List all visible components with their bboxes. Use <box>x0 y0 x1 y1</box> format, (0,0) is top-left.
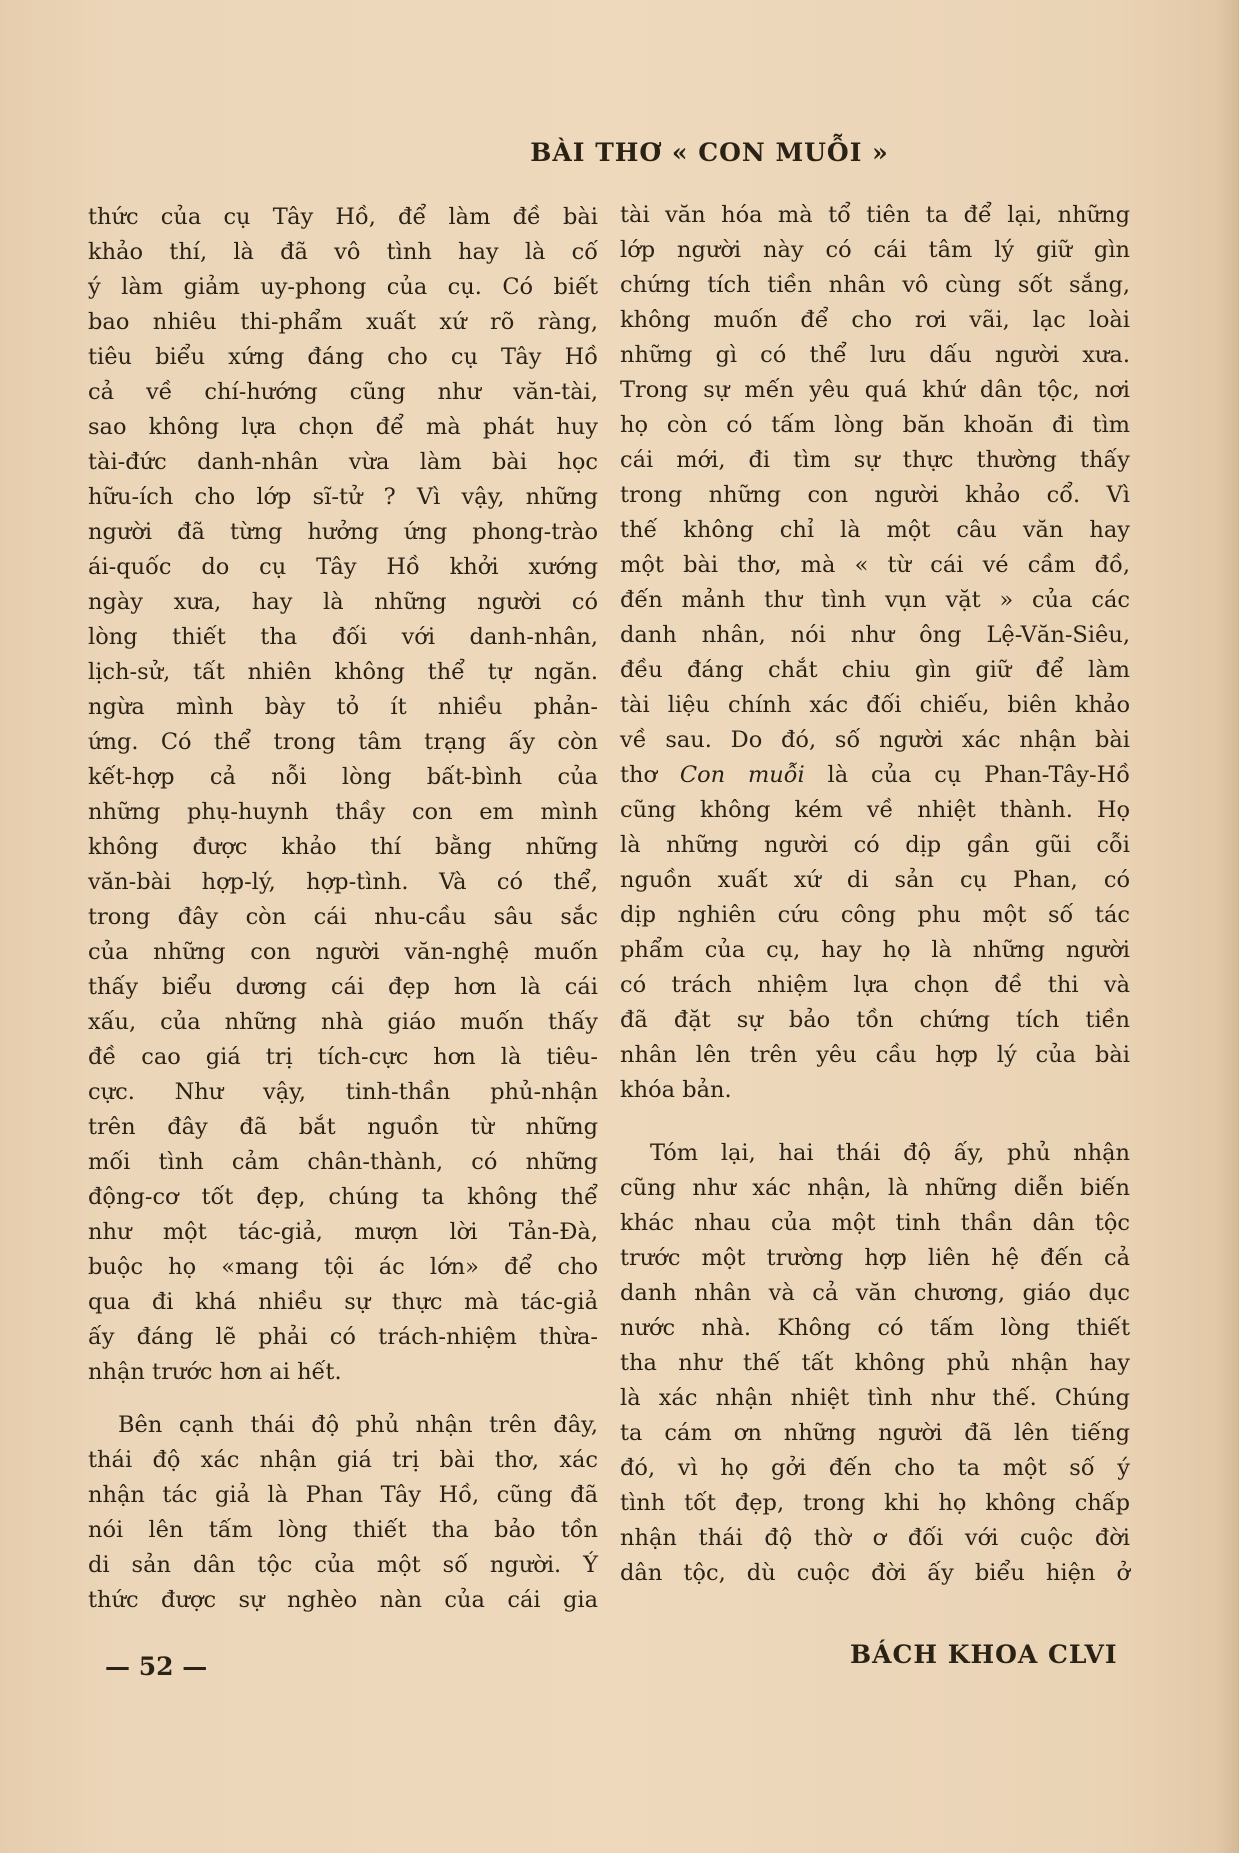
text-line: danh nhân, nói như ông Lệ-Văn-Siêu, <box>620 622 1130 648</box>
text-line: cũng như xác nhận, là những diễn biến <box>620 1175 1130 1201</box>
text-line: tài văn hóa mà tổ tiên ta để lại, những <box>620 202 1130 228</box>
text-line: họ còn có tấm lòng băn khoăn đi tìm <box>620 412 1130 438</box>
text-line: không muốn để cho rơi vãi, lạc loài <box>620 307 1130 333</box>
text-line: nói lên tấm lòng thiết tha bảo tồn <box>88 1517 598 1543</box>
text-line: ngừa mình bày tỏ ít nhiều phản- <box>88 694 598 720</box>
page-number: — 52 — <box>105 1652 208 1681</box>
left-column <box>88 200 598 1618</box>
text-line: những phụ-huynh thầy con em mình <box>88 799 598 825</box>
text-line: khác nhau của một tinh thần dân tộc <box>620 1210 1130 1236</box>
text-line: mối tình cảm chân-thành, có những <box>88 1149 598 1175</box>
text-line: nước nhà. Không có tấm lòng thiết <box>620 1315 1130 1341</box>
right-column <box>620 198 1130 1591</box>
text-line: lòng thiết tha đối với danh-nhân, <box>88 624 598 650</box>
page-edge-shadow <box>1217 0 1239 1853</box>
text-line: dịp nghiên cứu công phu một số tác <box>620 902 1130 928</box>
text-line: đã đặt sự bảo tồn chứng tích tiền <box>620 1007 1130 1033</box>
text-line: đề cao giá trị tích-cực hơn là tiêu- <box>88 1044 598 1070</box>
text-line: Tóm lại, hai thái độ ấy, phủ nhận <box>650 1140 1130 1166</box>
text-fragment: là của cụ Phan-Tây-Hồ <box>804 762 1130 788</box>
text-line: xấu, của những nhà giáo muốn thấy <box>88 1009 598 1035</box>
text-line: không được khảo thí bằng những <box>88 834 598 860</box>
text-line: văn-bài hợp-lý, hợp-tình. Và có thể, <box>88 869 598 895</box>
text-line: tài liệu chính xác đối chiếu, biên khảo <box>620 692 1130 718</box>
right-paragraph-1 <box>620 198 1130 1108</box>
text-line: có trách nhiệm lựa chọn đề thi và <box>620 972 1130 998</box>
text-line: một bài thơ, mà « từ cái vé cầm đồ, <box>620 552 1130 578</box>
text-line: ý làm giảm uy-phong của cụ. Có biết <box>88 274 598 300</box>
text-fragment: thơ <box>620 762 680 788</box>
text-line: ta cám ơn những người đã lên tiếng <box>620 1420 1130 1446</box>
text-line: khóa bản. <box>620 1077 732 1103</box>
text-line-with-title <box>620 758 1130 793</box>
text-line: sao không lựa chọn để mà phát huy <box>88 414 598 440</box>
publication-name: BÁCH KHOA CLVI <box>850 1640 1118 1669</box>
text-line: thái độ xác nhận giá trị bài thơ, xác <box>88 1447 598 1473</box>
text-line: đều đáng chắt chiu gìn giữ để làm <box>620 657 1130 683</box>
text-line: buộc họ «mang tội ác lớn» để cho <box>88 1254 598 1280</box>
text-line: di sản dân tộc của một số người. Ý <box>88 1552 598 1578</box>
text-line: như một tác-giả, mượn lời Tản-Đà, <box>88 1219 598 1245</box>
text-line: người đã từng hưởng ứng phong-trào <box>88 519 598 545</box>
text-line: cả về chí-hướng cũng như văn-tài, <box>88 379 598 405</box>
text-line: ái-quốc do cụ Tây Hồ khởi xướng <box>88 554 598 580</box>
text-line: trước một trường hợp liên hệ đến cả <box>620 1245 1130 1271</box>
text-line: nhận trước hơn ai hết. <box>88 1359 342 1385</box>
text-line: phẩm của cụ, hay họ là những người <box>620 937 1130 963</box>
text-line: khảo thí, là đã vô tình hay là cố <box>88 239 598 265</box>
text-line: động-cơ tốt đẹp, chúng ta không thể <box>88 1184 598 1210</box>
text-line: cái mới, đi tìm sự thực thường thấy <box>620 447 1130 473</box>
text-line: là xác nhận nhiệt tình như thế. Chúng <box>620 1385 1130 1411</box>
text-line: tiêu biểu xứng đáng cho cụ Tây Hồ <box>88 344 598 370</box>
text-line: bao nhiêu thi-phẩm xuất xứ rõ ràng, <box>88 309 598 335</box>
text-line: là những người có dịp gần gũi cỗi <box>620 832 1130 858</box>
text-line: ấy đáng lẽ phải có trách-nhiệm thừa- <box>88 1324 598 1350</box>
text-line: Bên cạnh thái độ phủ nhận trên đây, <box>118 1412 598 1438</box>
text-line: qua đi khá nhiều sự thực mà tác-giả <box>88 1289 598 1315</box>
text-line: dân tộc, dù cuộc đời ấy biểu hiện ở <box>620 1560 1130 1586</box>
text-line: tình tốt đẹp, trong khi họ không chấp <box>620 1490 1130 1516</box>
text-line: nguồn xuất xứ di sản cụ Phan, có <box>620 867 1130 893</box>
text-line: thức của cụ Tây Hồ, để làm đề bài <box>88 204 598 230</box>
right-paragraph-2 <box>620 1136 1130 1591</box>
text-line: Trong sự mến yêu quá khứ dân tộc, nơi <box>620 377 1130 403</box>
text-line: chứng tích tiền nhân vô cùng sốt sắng, <box>620 272 1130 298</box>
text-line: về sau. Do đó, số người xác nhận bài <box>620 727 1130 753</box>
text-line: cũng không kém về nhiệt thành. Họ <box>620 797 1130 823</box>
text-line: thức được sự nghèo nàn của cái gia <box>88 1587 598 1613</box>
poem-title: Con muỗi <box>679 762 805 788</box>
text-line: trên đây đã bắt nguồn từ những <box>88 1114 598 1140</box>
text-line: tài-đức danh-nhân vừa làm bài học <box>88 449 598 475</box>
text-line: tha như thế tất không phủ nhận hay <box>620 1350 1130 1376</box>
running-head: BÀI THƠ « CON MUỖI » <box>530 138 889 167</box>
text-line: trong đây còn cái nhu-cầu sâu sắc <box>88 904 598 930</box>
left-paragraph-1 <box>88 200 598 1390</box>
text-line: cực. Như vậy, tinh-thần phủ-nhận <box>88 1079 598 1105</box>
text-line: nhận tác giả là Phan Tây Hồ, cũng đã <box>88 1482 598 1508</box>
text-line: ứng. Có thể trong tâm trạng ấy còn <box>88 729 598 755</box>
text-line: đến mảnh thư tình vụn vặt » của các <box>620 587 1130 613</box>
text-line: lịch-sử, tất nhiên không thể tự ngăn. <box>88 659 598 685</box>
text-line: của những con người văn-nghệ muốn <box>88 939 598 965</box>
text-line: ngày xưa, hay là những người có <box>88 589 598 615</box>
text-line: nhận thái độ thờ ơ đối với cuộc đời <box>620 1525 1130 1551</box>
text-line: những gì có thể lưu dấu người xưa. <box>620 342 1130 368</box>
left-paragraph-2 <box>88 1408 598 1618</box>
text-line: kết-hợp cả nỗi lòng bất-bình của <box>88 764 598 790</box>
text-line: nhân lên trên yêu cầu hợp lý của bài <box>620 1042 1130 1068</box>
text-line: trong những con người khảo cổ. Vì <box>620 482 1130 508</box>
text-line: thế không chỉ là một câu văn hay <box>620 517 1130 543</box>
text-line: lớp người này có cái tâm lý giữ gìn <box>620 237 1130 263</box>
text-line: thấy biểu dương cái đẹp hơn là cái <box>88 974 598 1000</box>
text-line: đó, vì họ gởi đến cho ta một số ý <box>620 1455 1130 1481</box>
text-line: hữu-ích cho lớp sĩ-tử ? Vì vậy, những <box>88 484 598 510</box>
text-line: danh nhân và cả văn chương, giáo dục <box>620 1280 1130 1306</box>
